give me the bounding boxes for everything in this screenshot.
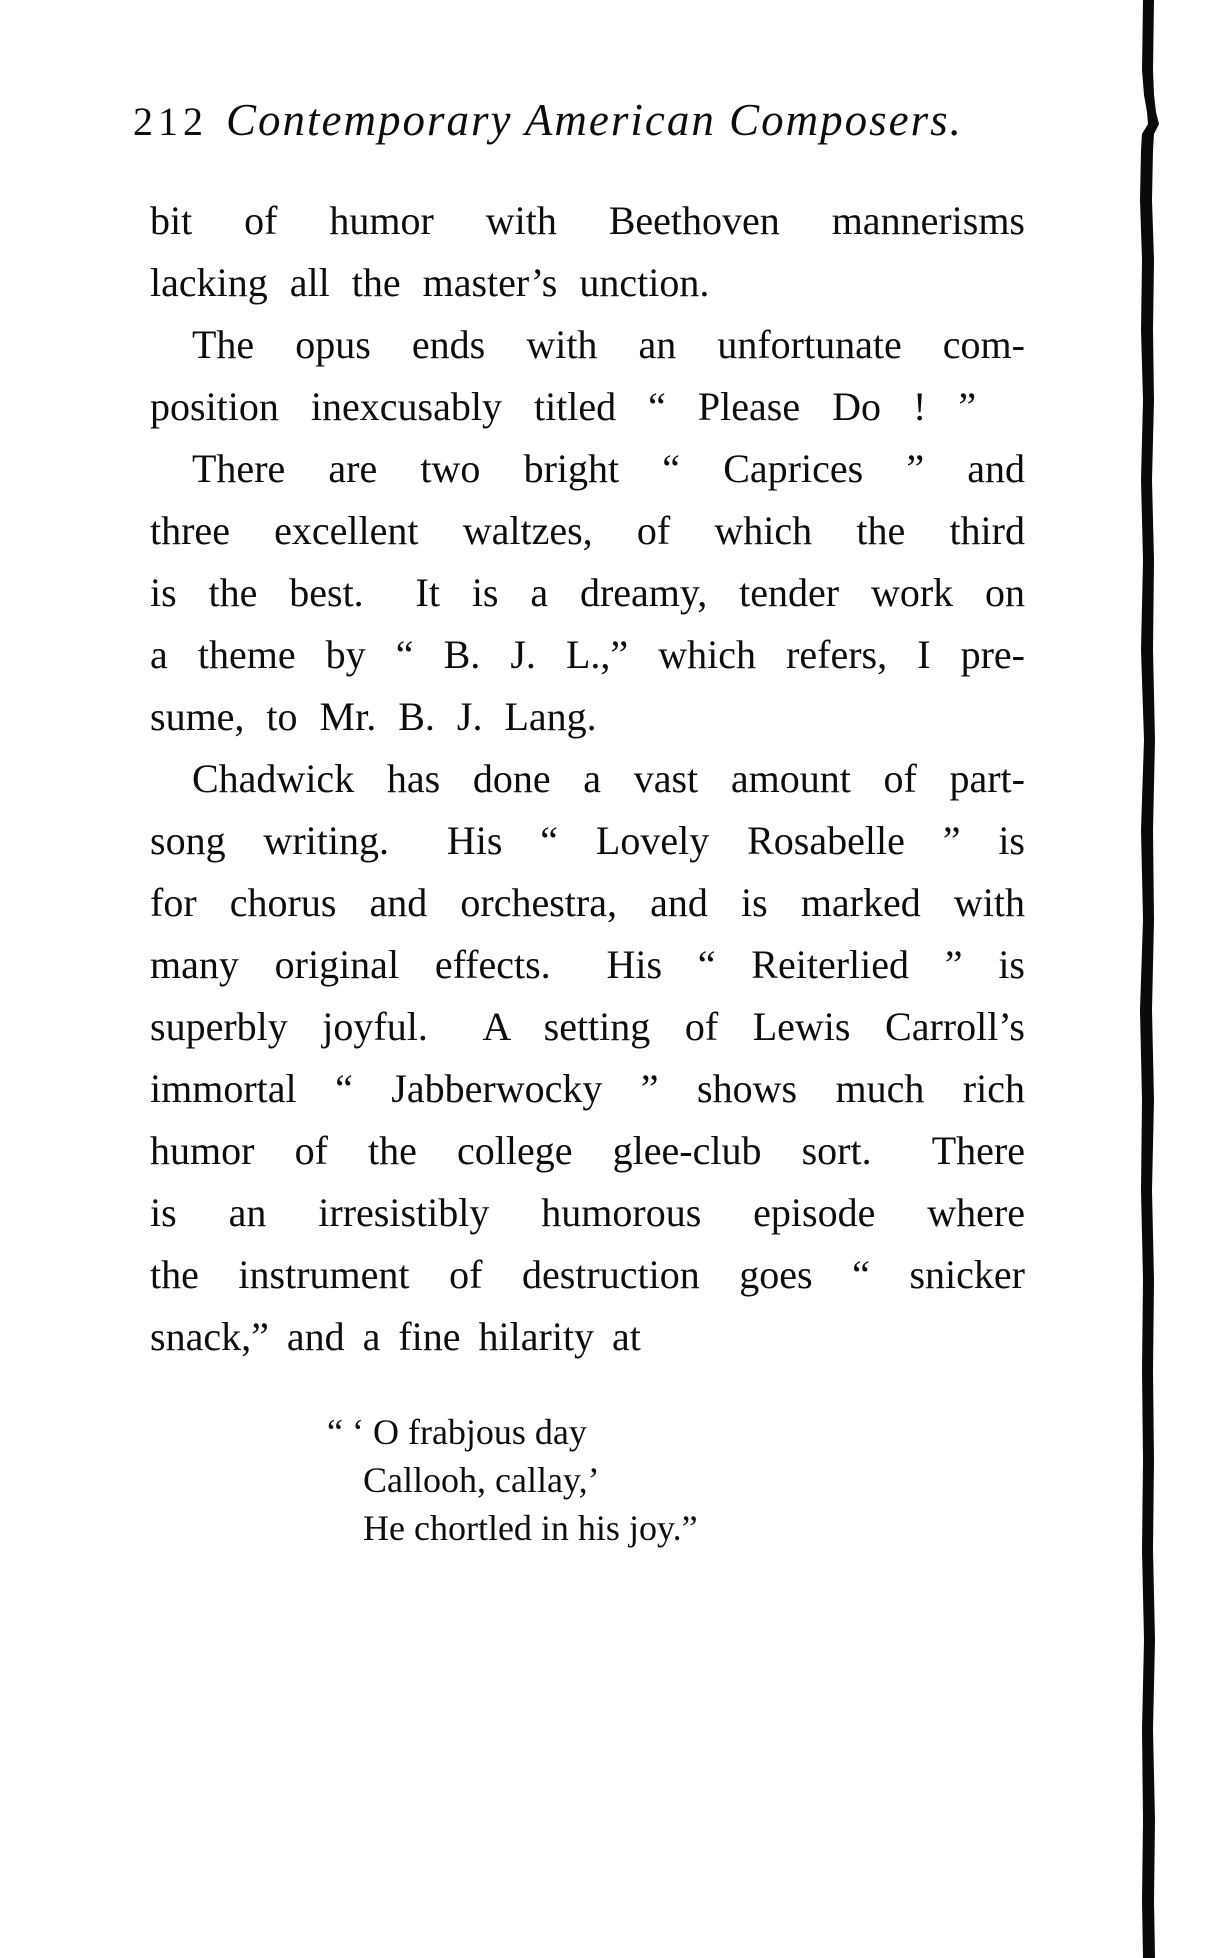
text-line: a theme by “ B. J. L.,” which refers, I pre- <box>150 632 1025 677</box>
paragraph <box>150 748 1025 1368</box>
text-line: There are two bright “ Caprices ” and <box>192 446 1025 491</box>
running-title: Contemporary American Composers. <box>226 95 963 145</box>
text-line: is an irresistibly humorous episode where <box>150 1190 1025 1235</box>
paragraph <box>150 314 1025 438</box>
text-line: position inexcusably titled “ Please Do ! ” <box>150 384 977 429</box>
text-line: humor of the college glee-club sort. There <box>150 1128 1025 1173</box>
page-number: 212 <box>133 99 208 144</box>
paragraph <box>150 438 1025 748</box>
text-line: The opus ends with an unfortunate com- <box>192 322 1025 367</box>
text-line: snack,” and a fine hilarity at <box>150 1314 641 1359</box>
text-line: for chorus and orchestra, and is marked with <box>150 880 1025 925</box>
paragraph <box>150 190 1025 314</box>
text-line: superbly joyful. A setting of Lewis Carroll’s <box>150 1004 1025 1049</box>
text-line: immortal “ Jabberwocky ” shows much rich <box>150 1066 1025 1111</box>
verse-quote <box>327 1408 698 1552</box>
page-body-text <box>150 190 1025 1368</box>
text-line: sume, to Mr. B. J. Lang. <box>150 694 597 739</box>
text-line: bit of humor with Beethoven mannerisms <box>150 198 1025 243</box>
verse-line: “ ‘ O frabjous day <box>327 1412 587 1452</box>
text-line: Chadwick has done a vast amount of part- <box>192 756 1025 801</box>
text-line: the instrument of destruction goes “ snicker <box>150 1252 1025 1297</box>
verse-line: Callooh, callay,’ <box>363 1460 600 1500</box>
text-line: three excellent waltzes, of which the third <box>150 508 1025 553</box>
verse-line: He chortled in his joy.” <box>363 1508 698 1548</box>
text-line: song writing. His “ Lovely Rosabelle ” is <box>150 818 1025 863</box>
page-header <box>133 94 963 146</box>
binding-edge-line <box>1128 0 1168 1958</box>
text-line: lacking all the master’s unction. <box>150 260 710 305</box>
text-line: many original effects. His “ Reiterlied ” is <box>150 942 1025 987</box>
text-line: is the best. It is a dreamy, tender work on <box>150 570 1025 615</box>
